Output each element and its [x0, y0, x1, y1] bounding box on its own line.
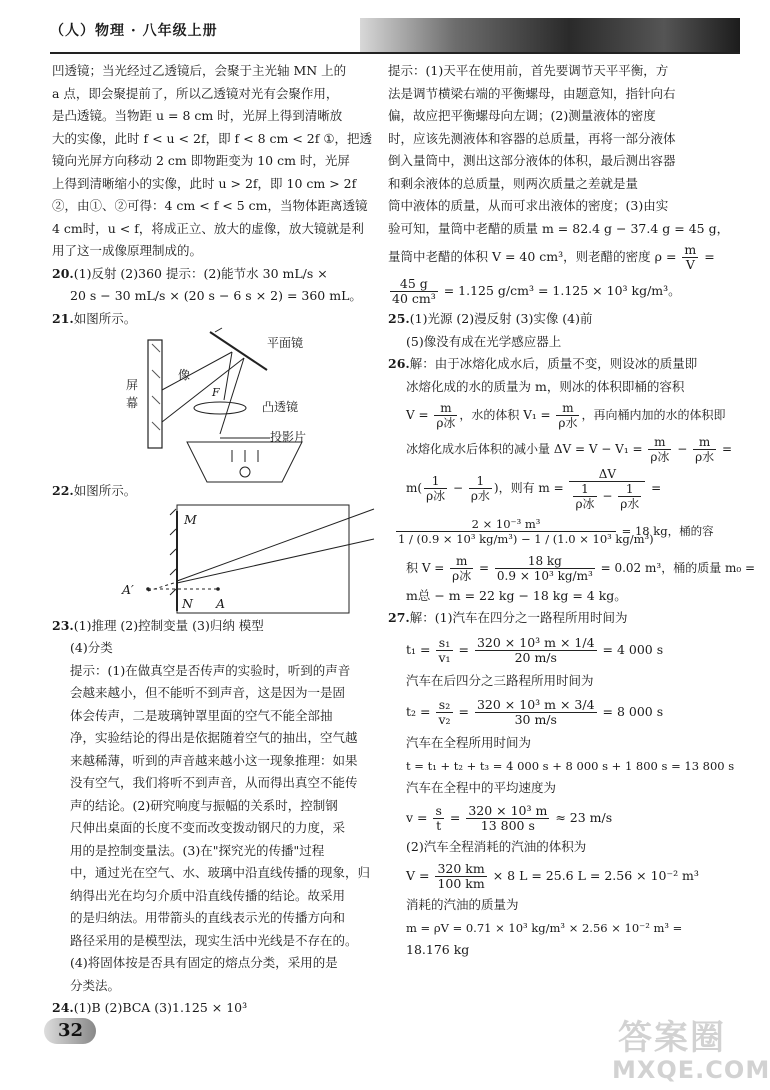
denominator: ρ冰: [426, 489, 446, 503]
header-decoration: [360, 18, 740, 52]
mirror-hatch: [170, 509, 176, 515]
text-segment: =: [718, 442, 733, 456]
denominator: [396, 532, 654, 546]
text-line: 消耗的汽油的质量为: [406, 897, 519, 912]
question-23: [52, 615, 377, 638]
text-line: 4 cm时，u < f，将成正立、放大的虚像，放大镜就是利: [52, 220, 364, 236]
fraction: [573, 482, 596, 511]
text-line: 会越来越小，但不能听不到声音，这是因为一是固: [70, 685, 346, 700]
bulb: [240, 467, 250, 477]
watermark-line2: MXQE.COM: [612, 1056, 770, 1084]
mirror-hatch: [170, 589, 176, 595]
text-line: 提示：(1)在做真空是否传声的实验时，听到的声音: [70, 662, 351, 678]
label-a-prime: A′: [122, 581, 134, 597]
left-column: [52, 60, 377, 1020]
text-segment: =: [445, 809, 465, 825]
text-segment: −: [449, 481, 467, 495]
image-label: 像: [178, 368, 191, 382]
formula-line: [388, 466, 718, 511]
text-line: 和剩余液体的总质量，则两次质量之差就是量: [388, 175, 639, 191]
text-line: (2)汽车全程消耗的汽油的体积为: [406, 838, 587, 854]
text-line: 法是调节横梁右端的平衡螺母，由题意知，指针向右: [388, 85, 676, 101]
text-segment: m: [406, 481, 418, 495]
text-line: t = t₁ + t₂ + t₃ = 4 000 s + 8 000 s + 1 800 s = 13 800 s: [406, 758, 735, 773]
numerator: 320 × 10³ m × 3/4: [476, 697, 595, 712]
fraction: [475, 636, 597, 665]
question-22: [52, 480, 377, 503]
text-segment: 量筒中老醋的体积 V = 40 cm³，则老醋的密度 ρ =: [388, 249, 681, 264]
numerator: 320 km: [437, 861, 485, 876]
text-line: 的是归纳法。用带箭头的直线表示光的传播方向和: [70, 910, 346, 925]
text-line: 凹透镜；当光经过乙透镜后，会聚于主光轴 MN 上的: [52, 63, 347, 78]
denominator: ρ水: [558, 416, 578, 430]
denominator: ρ冰: [436, 416, 456, 430]
text-line: m = ρV = 0.71 × 10³ kg/m³ × 2.56 × 10⁻² m³ =: [406, 920, 683, 935]
text-line: 镜向光屏方向移动 2 cm 即物距变为 10 cm 时，光屏: [52, 153, 350, 168]
text-line: 没有空气，我们将听不到声音，从而得出真空不能传: [70, 775, 358, 790]
fraction: [682, 243, 698, 272]
numerator: 1: [424, 474, 447, 489]
fraction: [435, 862, 486, 891]
screen-label-1: 屏: [126, 378, 139, 392]
text-line: 大的实像，此时 f < u < 2f，即 f < 8 cm < 2f ①，把透: [52, 130, 373, 146]
numerator: ΔV: [569, 467, 645, 482]
text-segment: ≈ 23 m/s: [551, 809, 613, 825]
lens-label: 凸透镜: [262, 400, 299, 414]
answer-text: (1)B (2)BCA (3)1.125 × 10³: [73, 1000, 248, 1015]
text-line: 净，实验结论的得出是依据随着空气的抽出，空气越: [70, 730, 358, 745]
formula-line: [388, 630, 718, 670]
text-line: 筒中液体的质量，从而可求出液体的密度；(3)由实: [388, 198, 669, 213]
mirror-hatch: [170, 549, 176, 555]
text-line: a 点，即会聚提前了，所以乙透镜对光有会聚作用，: [52, 85, 339, 101]
text-line: 验可知，量筒中老醋的质量 m = 82.4 g − 37.4 g = 45 g，: [388, 220, 730, 236]
text-segment: )，则有 m =: [493, 481, 568, 495]
fraction: [424, 474, 447, 503]
fraction: [436, 636, 452, 665]
ray: [224, 352, 232, 400]
denominator: ρ水: [620, 496, 640, 511]
text-segment: =: [454, 704, 473, 719]
numerator: 1: [469, 474, 492, 489]
text-segment: = 18 kg，桶的容: [618, 523, 714, 538]
denominator: v₂: [438, 712, 451, 727]
point-a-prime: [146, 587, 150, 591]
text-line: 声的结论。(2)研究响度与振幅的关系时，控制钢: [70, 797, 338, 813]
text-line: 用的是控制变量法。(3)在"探究光的传播"过程: [70, 842, 325, 858]
compound-fraction: [396, 517, 654, 546]
text-line: m总 − m = 22 kg − 18 kg = 4 kg。: [406, 587, 627, 603]
denominator: 40 cm³: [392, 291, 436, 306]
text-segment: 1 / (1.0 × 10³ kg/m³): [534, 532, 654, 546]
text-segment: 冰熔化成水后体积的减小量 ΔV = V − V₁ =: [406, 442, 647, 456]
numerator: 1: [618, 482, 641, 497]
fraction: [434, 401, 457, 430]
numerator: 2 × 10⁻³ m³: [396, 517, 616, 532]
page-header: [0, 0, 750, 58]
fraction: [556, 401, 579, 430]
denominator: 100 km: [437, 876, 485, 891]
denominator: ρ冰: [452, 568, 472, 583]
mirror-diagram: [52, 503, 377, 615]
slide-label: 投影片: [270, 430, 307, 444]
numerator: m: [556, 401, 579, 416]
numerator: 320 × 10³ m × 1/4: [476, 634, 595, 650]
frame: [177, 505, 349, 613]
label-m: M: [184, 511, 197, 527]
formula-line: [388, 511, 718, 551]
numerator: m: [693, 435, 716, 450]
denominator: 13 800 s: [480, 817, 535, 833]
page-number-badge: [44, 1018, 104, 1044]
text-line: ②，由①、②可得：4 cm < f < 5 cm，当物体距离透镜: [52, 198, 368, 213]
screen-label-2: 幕: [126, 396, 139, 410]
text-segment: −: [673, 442, 692, 456]
mirror-label: 平面镜: [267, 336, 304, 350]
formula-line: [388, 398, 726, 432]
text-line: 是凸透镜。当物距 u = 8 cm 时，光屏上得到清晰放: [52, 108, 343, 123]
text-segment: 1 / (0.9 × 10³ kg/m³): [398, 532, 518, 546]
denominator: ρ冰: [650, 450, 670, 464]
question-26: [388, 353, 718, 376]
question-number: 25.: [388, 311, 410, 326]
text-segment: 积 V =: [406, 560, 449, 575]
denominator: 0.9 × 10³ kg/m³: [496, 568, 593, 583]
denominator: t: [436, 817, 442, 833]
text-segment: t₁ =: [406, 641, 435, 657]
text-line: (5)像没有成在光学感应器上: [406, 333, 562, 349]
screen-shape: [148, 340, 162, 448]
text-segment: −: [598, 488, 617, 503]
numerator: 320 × 10³ m: [468, 802, 548, 818]
fraction: [466, 804, 549, 833]
formula-line: [388, 432, 733, 466]
fraction: [618, 482, 641, 511]
focus-label: F: [212, 386, 220, 399]
text-segment: =: [647, 481, 662, 495]
numerator: m: [434, 401, 457, 416]
text-line: (4)分类: [70, 640, 113, 655]
ray: [162, 352, 232, 390]
fraction: [433, 804, 443, 833]
text-line: 提示：(1)天平在使用前，首先要调节天平平衡，方: [388, 63, 669, 78]
text-segment: V =: [406, 868, 434, 883]
answer-text: 解：由于冰熔化成水后，质量不变，则设冰的质量即: [409, 356, 698, 371]
numerator: s₁: [436, 636, 452, 651]
mirror-hatch: [170, 529, 176, 535]
answer-text: 如图所示。: [73, 310, 137, 326]
text-segment: =: [475, 560, 493, 575]
text-segment: = 8 000 s: [598, 704, 664, 719]
text-line: 用了这一成像原理制成的。: [52, 243, 203, 258]
page-number: 32: [58, 1020, 84, 1041]
text-line: 上得到清晰缩小的实像，此时 u > 2f，即 10 cm > 2f: [52, 175, 357, 191]
text-line: 18.176 kg: [406, 942, 470, 957]
question-21: [52, 308, 377, 331]
fraction: [450, 554, 473, 583]
text-segment: ，水的体积 V₁ =: [459, 408, 555, 422]
ray: [220, 358, 244, 434]
text-segment: = 0.02 m³，桶的质量 m₀ =: [596, 560, 756, 575]
text-segment: =: [700, 249, 715, 264]
fraction: [475, 698, 597, 727]
mirror-hatch: [170, 569, 176, 575]
text-segment: =: [454, 641, 473, 657]
numerator: s₂: [436, 698, 452, 713]
question-number: 26.: [388, 356, 410, 371]
formula-line: [388, 692, 718, 732]
question-number: 27.: [388, 610, 410, 625]
answer-text: 解：(1)汽车在四分之一路程所用时间为: [409, 610, 628, 625]
numerator: 1: [573, 482, 596, 497]
text-line: 20 s − 30 mL/s × (20 s − 6 s × 2) = 360 mL。: [70, 288, 362, 303]
answer-text: (1)反射 (2)360 提示：(2)能节水 30 mL/s ×: [73, 265, 328, 281]
text-line: 尺伸出桌面的长度不变而改变拨动钢尺的力度，采: [70, 820, 346, 835]
question-number: 20.: [52, 265, 74, 281]
extension-line: [148, 582, 177, 591]
text-line: 汽车在后四分之三路程所用时间为: [406, 672, 594, 688]
watermark-line1: 答案圈: [618, 1018, 726, 1058]
fraction: [693, 435, 716, 464]
label-a: A: [216, 595, 226, 611]
formula-line: [388, 274, 718, 308]
text-line: 分类法。: [70, 977, 121, 993]
text-segment: V =: [406, 408, 433, 422]
denominator: 30 m/s: [514, 712, 557, 727]
numerator: m: [684, 242, 697, 257]
text-segment: −: [517, 532, 535, 546]
denominator: ρ水: [470, 489, 490, 503]
denominator: 20 m/s: [514, 649, 557, 665]
fraction: [436, 698, 452, 727]
fraction: [390, 277, 438, 306]
formula-line: [388, 800, 718, 836]
ray: [177, 539, 374, 583]
question-number: 24.: [52, 1000, 74, 1015]
header-rule: [50, 52, 740, 54]
compound-fraction: [569, 467, 645, 511]
answer-text: (1)光源 (2)漫反射 (3)实像 (4)前: [409, 311, 593, 326]
plane-mirror: [210, 332, 267, 370]
question-27: [388, 607, 718, 630]
point-a: [216, 587, 220, 591]
question-25: [388, 308, 718, 331]
question-number: 22.: [52, 483, 74, 498]
numerator: m: [450, 554, 473, 569]
text-line: 冰熔化成的水的质量为 m，则冰的体积即桶的容积: [406, 378, 685, 394]
denominator: v₁: [438, 649, 451, 665]
text-line: 体会传声，二是玻璃钟罩里面的空气不能全部抽: [70, 707, 333, 723]
text-line: 纳得出光在均匀介质中沿直线传播的结论。故采用: [70, 887, 346, 903]
fraction: [495, 554, 595, 583]
text-segment: = 4 000 s: [598, 641, 664, 657]
text-line: 汽车在全程中的平均速度为: [406, 780, 557, 795]
right-column: [388, 60, 756, 962]
numerator: s: [435, 802, 442, 818]
answer-text: 如图所示。: [73, 483, 137, 498]
text-segment: t₂ =: [406, 704, 435, 719]
text-line: 路径采用的是模型法，现实生活中光线是不存在的。: [70, 932, 358, 948]
text-line: (4)将固体按是否具有固定的熔点分类，采用的是: [70, 955, 338, 970]
question-20: [52, 263, 377, 286]
text-segment: ，再向桶内加的水的体积即: [581, 408, 726, 422]
text-segment: v =: [406, 809, 432, 825]
text-line: 时，应该先测液体和容器的总质量，再将一部分液体: [388, 130, 676, 146]
convex-lens: [194, 402, 246, 414]
text-segment: × 8 L = 25.6 L = 2.56 × 10⁻² m³: [488, 868, 699, 883]
text-line: 偏，故应把平衡螺母向左调；(2)测量液体的密度: [388, 108, 656, 123]
text-line: 中，通过光在空气、水、玻璃中沿直线传播的现象，归: [70, 865, 371, 880]
ray: [177, 509, 374, 581]
answer-text: (1)推理 (2)控制变量 (3)归纳 模型: [73, 617, 264, 633]
fraction: [648, 435, 671, 464]
text-segment: = 1.125 g/cm³ = 1.125 × 10³ kg/m³。: [439, 283, 681, 298]
formula-line: [388, 858, 718, 894]
numerator: m: [648, 435, 671, 450]
question-number: 21.: [52, 310, 74, 326]
label-n: N: [182, 595, 193, 611]
numerator: 18 kg: [495, 554, 595, 569]
denominator: ρ冰: [575, 496, 595, 511]
projector-diagram: [52, 330, 377, 480]
watermark: [608, 1000, 770, 1090]
header-title: （人）物理 · 八年级上册: [50, 23, 218, 39]
fraction: [469, 474, 492, 503]
denominator: ρ水: [695, 450, 715, 464]
question-24: [52, 997, 377, 1020]
numerator: 45 g: [390, 277, 438, 292]
text-segment: (: [417, 481, 423, 495]
text-line: 汽车在全程所用时间为: [406, 735, 532, 750]
denominator: V: [685, 257, 695, 272]
figure-21-projector: [52, 330, 377, 480]
text-line: 来越稀薄，听到的声音越来越小这一现象推理：如果: [70, 752, 358, 768]
question-number: 23.: [52, 617, 74, 633]
figure-22-mirror: [52, 503, 377, 615]
denominator: [569, 482, 645, 511]
text-line: 倒入量筒中，测出这部分液体的体积，最后测出容器: [388, 153, 676, 168]
formula-line: [388, 240, 718, 274]
formula-line: [388, 551, 756, 585]
